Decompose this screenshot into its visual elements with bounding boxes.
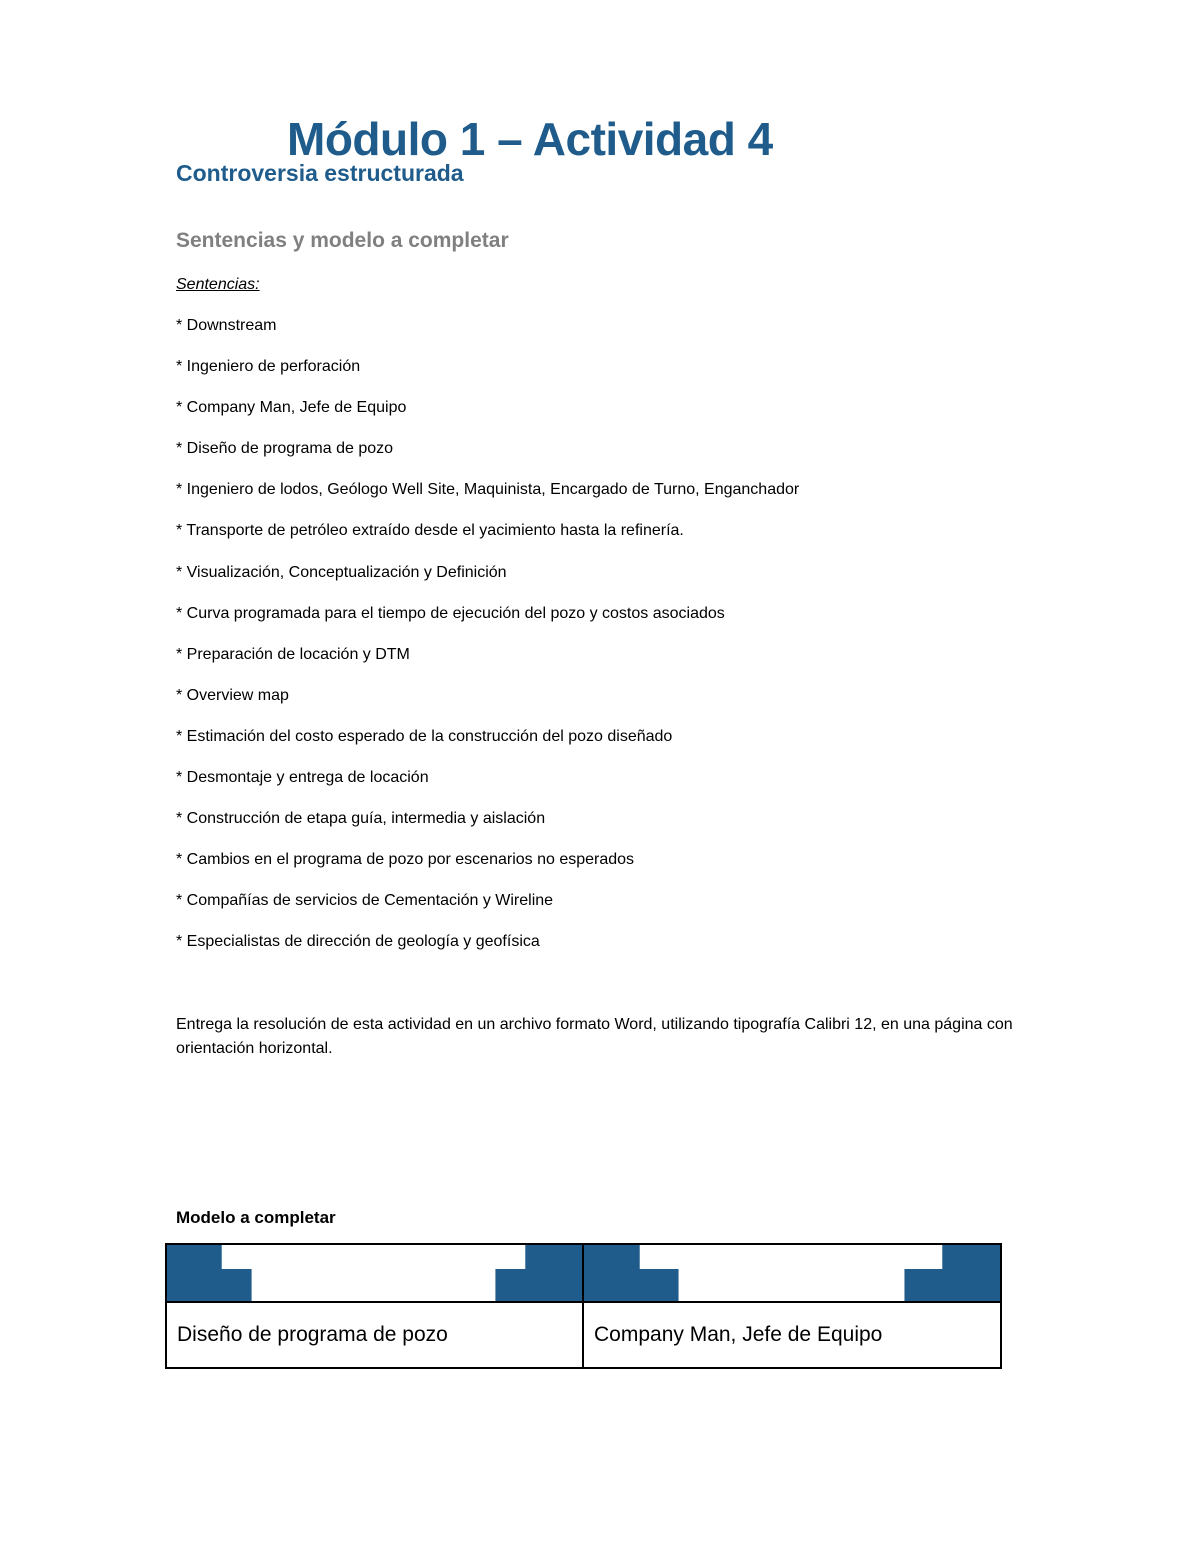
sentence-item: * Desmontaje y entrega de locación [176,769,429,787]
page-subtitle: Controversia estructurada [176,160,464,186]
sentence-item: * Cambios en el programa de pozo por escenarios no esperados [176,851,635,869]
model-table-header-row [166,1244,1001,1302]
model-table-header-cell[interactable] [583,1244,1001,1302]
sentence-item: * Especialistas de dirección de geología y geofísica [176,933,540,951]
page-title: Módulo 1 – Actividad 4 [287,113,773,165]
sentence-list [176,316,799,974]
model-table-cell[interactable]: Diseño de programa de pozo [166,1302,583,1368]
section-heading: Sentencias y modelo a completar [176,229,509,252]
sentence-item: * Overview map [176,686,289,704]
model-table [165,1243,1002,1369]
sentence-item: * Visualización, Conceptualización y Definición [176,563,507,581]
header-notch-shape [584,1245,1000,1301]
sentence-item: * Construcción de etapa guía, intermedia y aislación [176,810,546,828]
sentence-item: * Company Man, Jefe de Equipo [176,399,407,417]
model-table-row [166,1302,1001,1368]
sentences-label: Sentencias: [176,276,260,293]
sentence-item: * Compañías de servicios de Cementación y Wireline [176,892,554,910]
sentence-item: * Estimación del costo esperado de la construcción del pozo diseñado [176,727,673,745]
header-notch-shape [167,1245,582,1301]
instructions-paragraph: Entrega la resolución de esta actividad en un archivo formato Word, utilizando tipografía Calibri 12, en una página con orientación horizontal. [176,1016,1013,1057]
sentence-item: * Transporte de petróleo extraído desde el yacimiento hasta la refinería. [176,522,684,540]
sentence-item: * Downstream [176,317,277,334]
sentence-item: * Ingeniero de lodos, Geólogo Well Site, Maquinista, Encargado de Turno, Enganchador [176,481,800,499]
sentence-item: * Preparación de locación y DTM [176,645,410,663]
model-table-cell[interactable]: Company Man, Jefe de Equipo [583,1302,1001,1368]
model-table-header-cell[interactable] [166,1244,583,1302]
sentence-item: * Curva programada para el tiempo de ejecución del pozo y costos asociados [176,604,725,622]
sentence-item: * Diseño de programa de pozo [176,440,394,458]
model-heading: Modelo a completar [176,1208,336,1227]
sentence-item: * Ingeniero de perforación [176,358,361,376]
